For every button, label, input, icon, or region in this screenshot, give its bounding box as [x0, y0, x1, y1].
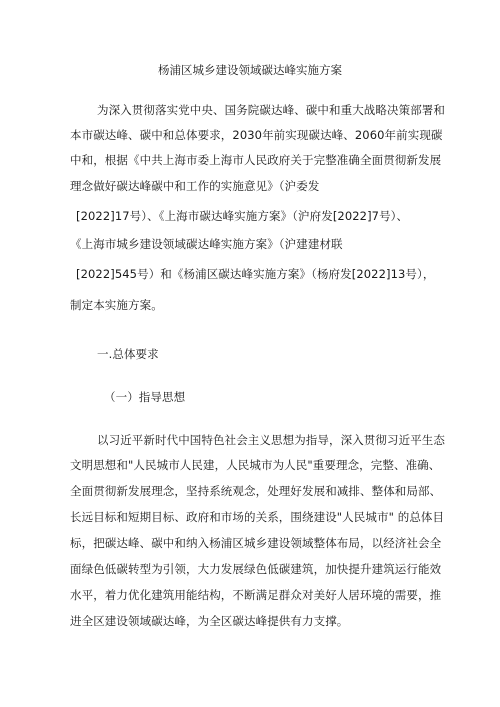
intro-line-1: 为深入贯彻落实党中央、国务院碳达峰、碳中和重大战略决策部署和: [97, 103, 445, 117]
body-line-5: 标，把碳达峰、碳中和纳入杨浦区城乡建设领域整体布局，以经济社会全: [70, 536, 442, 550]
document-title: 杨浦区城乡建设领域碳达峰实施方案: [158, 63, 342, 77]
body-line-6: 面绿色低碳转型为引领，大力发展绿色低碳建筑，加快提升建筑运行能效: [70, 562, 442, 576]
intro-line-5: [2022]17号）、《上海市碳达峰实施方案》（沪府发[2022]7号）、: [76, 209, 409, 223]
intro-line-8: 制定本实施方案。: [70, 298, 163, 312]
subsection-heading: （一）指导思想: [104, 390, 186, 404]
intro-line-2: 本市碳达峰、碳中和总体要求，2030年前实现碳达峰、2060年前实现碳: [70, 128, 443, 142]
body-line-7: 水平，着力优化建筑用能结构，不断满足群众对美好人居环境的需要，推: [70, 588, 442, 602]
body-line-8: 进全区建设领域碳达峰，为全区碳达峰提供有力支撑。: [70, 614, 349, 628]
body-line-3: 全面贯彻新发展理念，坚持系统观念，处理好发展和减排、整体和局部、: [70, 484, 442, 498]
intro-line-3: 中和，根据《中共上海市委上海市人民政府关于完整准确全面贯彻新发展: [70, 153, 442, 167]
intro-line-7: [2022]545号）和《杨浦区碳达峰实施方案》（杨府发[2022]13号），: [76, 267, 435, 281]
body-line-1: 以习近平新时代中国特色社会主义思想为指导，深入贯彻习近平生态: [97, 433, 445, 447]
section-heading: 一.总体要求: [97, 347, 159, 361]
body-line-4: 长远目标和短期目标、政府和市场的关系，围绕建设"人民城市" 的总体目: [70, 510, 445, 524]
intro-line-6: 《上海市城乡建设领域碳达峰实施方案》（沪建建材联: [70, 237, 343, 251]
body-line-2: 文明思想和"人民城市人民建，人民城市为人民"重要理念，完整、准确、: [70, 458, 441, 472]
intro-line-4: 理念做好碳达峰碳中和工作的实施意见》（沪委发: [70, 179, 320, 193]
